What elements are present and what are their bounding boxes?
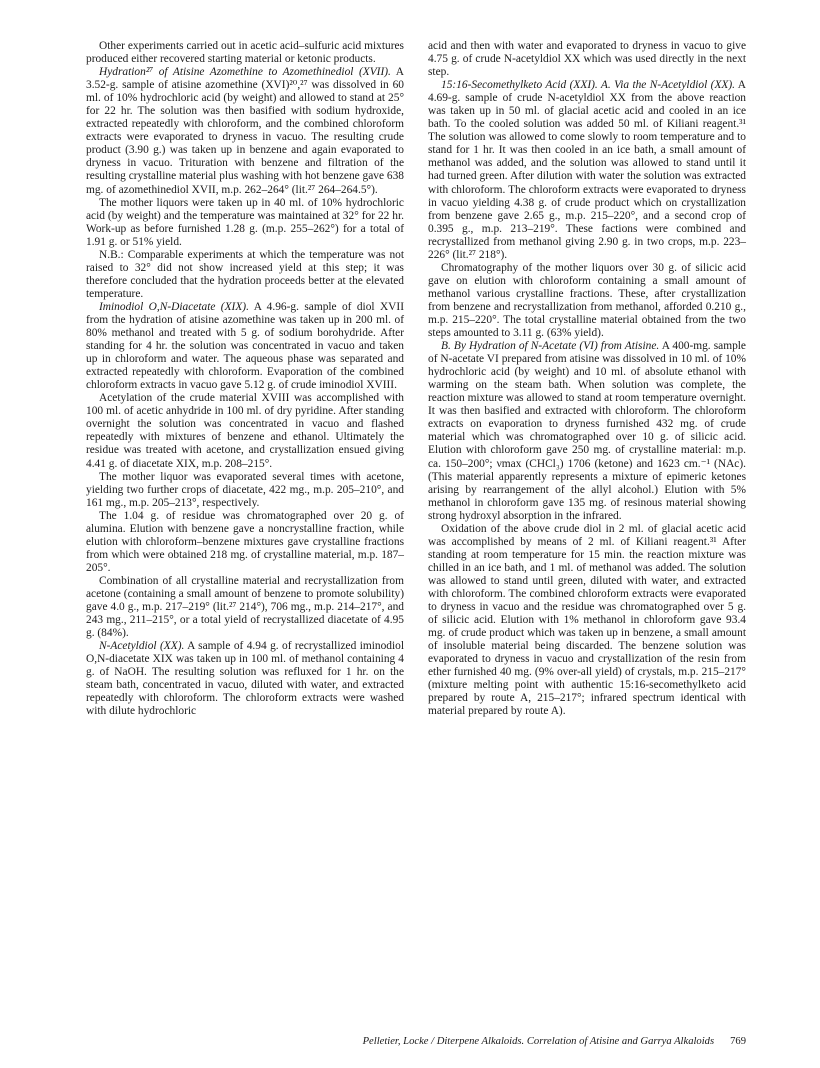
section-heading: Iminodiol O,N-Diacetate (XIX). <box>99 300 249 313</box>
page-number: 769 <box>730 1036 746 1047</box>
paragraph: Combination of all crystalline material and recrystallization from acetone (containing a small amount of benzene to promote solubility) gave 4.0 g., m.p. 217–219° (lit.²⁷ 214°), 706 mg., m.p. 214–217°, and 243 mg., 211–215°, or a total yield of recrystallized diacetate of 4.95 g. (84%). <box>86 574 404 640</box>
paragraph: Chromatography of the mother liquors over 30 g. of silicic acid gave on elution with chloroform containing a small amount of methanol various crystalline fractions. These, after crystallization from benzene and recrystallization from methanol, afforded 0.210 g., m.p. 215–220°. The total crystalline material obtained from the two steps amounted to 3.11 g. (63% yield). <box>428 261 746 340</box>
article-page <box>86 40 746 718</box>
left-column <box>86 40 404 718</box>
section-heading: N-Acetyldiol (XX). <box>99 640 185 653</box>
paragraph: Hydration²⁷ of Atisine Azomethine to Azomethinediol (XVII). A 3.52-g. sample of atisine azomethine (XVI)²⁰,²⁷ was dissolved in 60 ml. of 10% hydrochloric acid (by weight) and allowed to stand at 25° for 22 hr. The solution was then basified with sodium hydroxide, extracted repeatedly with chloroform, and the combined chloroform extracts were evaporated to dryness in vacuo. The resulting crude product (3.90 g.) was taken up in benzene and again evaporated to dryness in vacuo. Trituration with benzene and filtration of the resulting crystalline material plus washing with hot benzene gave 638 mg. of azomethinediol XVII, m.p. 262–264° (lit.²⁷ 264–264.5°). <box>86 66 404 196</box>
paragraph: acid and then with water and evaporated to dryness in vacuo to give 4.75 g. of crude N-acetyldiol XX which was used directly in the next step. <box>428 40 746 79</box>
two-column-body <box>86 40 746 718</box>
paragraph: Other experiments carried out in acetic acid–sulfuric acid mixtures produced either recovered starting material or ketonic products. <box>86 40 404 66</box>
paragraph: N.B.: Comparable experiments at which the temperature was not raised to 32° did not show increased yield at this step; it was therefore concluded that the hydration proceeds better at the elevated temperature. <box>86 248 404 300</box>
section-heading: B. By Hydration of N-Acetate (VI) from Atisine. <box>441 340 660 353</box>
paragraph: Iminodiol O,N-Diacetate (XIX). A 4.96-g. sample of diol XVII from the hydration of atisine azomethine was taken up in 200 ml. of 80% methanol and treated with 5 g. of sodium borohydride. After standing for 4 hr. the solution was concentrated in vacuo and taken up in chloroform and water. The aqueous phase was separated and extracted repeatedly with chloroform. Evaporation of the combined chloroform extracts in vacuo gave 5.12 g. of crude iminodiol XVIII. <box>86 300 404 392</box>
paragraph: The mother liquors were taken up in 40 ml. of 10% hydrochloric acid (by weight) and the temperature was maintained at 32° for 22 hr. Work-up as before furnished 1.28 g. (m.p. 255–262°) for a total of 1.91 g. or 51% yield. <box>86 196 404 248</box>
page-footer <box>86 1036 746 1047</box>
right-column <box>428 40 746 718</box>
paragraph: N-Acetyldiol (XX). A sample of 4.94 g. of recrystallized iminodiol O,N-diacetate XIX was taken up in 100 ml. of methanol containing 4 g. of NaOH. The resulting solution was refluxed for 1 hr. on the steam bath, concentrated in vacuo, diluted with water, and extracted repeatedly with chloroform. The chloroform extracts were washed with dilute hydrochloric <box>86 640 404 718</box>
paragraph: 15:16-Secomethylketo Acid (XXI). A. Via the N-Acetyldiol (XX). A 4.69-g. sample of crude N-acetyldiol XX from the above reaction was taken up in 50 ml. of glacial acetic acid and cooled in an ice bath. To the cooled solution was added 50 ml. of Kiliani reagent.³¹ The solution was allowed to come slowly to room temperature and to stand for 1 hr. It was then cooled in an ice bath, a small amount of methanol was added, and the solution was allowed to stand until it had turned green. After dilution with water the solution was extracted with chloroform. The chloroform extracts were evaporated to dryness in vacuo yielding 4.38 g. of crude product which on crystallization from benzene gave 2.65 g., m.p. 215–220°, and a second crop of 0.395 g., m.p. 213–219°. These factions were combined and recrystallized from methanol giving 2.90 g. in two crops, m.p. 223–226° (lit.²⁷ 218°). <box>428 79 746 261</box>
paragraph: B. By Hydration of N-Acetate (VI) from Atisine. A 400-mg. sample of N-acetate VI prepared from atisine was dissolved in 10 ml. of 10% hydrochloric acid (by weight) and 10 ml. of absolute ethanol with warming on the steam bath. When solution was complete, the reaction mixture was allowed to stand at room temperature overnight. It was then basified and extracted with chloroform. The chloroform extracts on evaporation to dryness furnished 432 mg. of crude material which was chromatographed over 10 g. of silicic acid. Elution with chloroform gave 250 mg. of crystalline material: m.p. ca. 150–200°; νmax (CHCl₃) 1706 (ketone) and 1623 cm.⁻¹ (NAc). (This material apparently represents a mixture of epimeric ketones arising by rearrangement of the allyl alcohol.) Elution with 5% methanol in chloroform gave 135 mg. of resinous material showing strong hydroxyl absorption in the infrared. <box>428 340 746 522</box>
section-heading: Hydration²⁷ of Atisine Azomethine to Azomethinediol (XVII). <box>99 66 391 79</box>
running-title: Pelletier, Locke / Diterpene Alkaloids. Correlation of Atisine and Garrya Alkaloids <box>362 1036 715 1047</box>
paragraph: Oxidation of the above crude diol in 2 ml. of glacial acetic acid was accomplished by means of 2 ml. of Kiliani reagent.³¹ After standing at room temperature for 15 min. the reaction mixture was chilled in an ice bath, and 1 ml. of methanol was added. The solution was allowed to stand until green, diluted with water, and extracted with chloroform. The combined chloroform extracts were evaporated to dryness in vacuo and the residue was chromatographed over 5 g. of silicic acid. Elution with 1% methanol in chloroform gave 93.4 mg. of crude product which was taken up in benzene, a small amount of insoluble material being discarded. The benzene solution was evaporated to dryness in vacuo and crystallization of the resin from ether furnished 40 mg. (9% over-all yield) of crystals, m.p. 215–217° (mixture melting point with authentic 15:16-secomethylketo acid prepared by route A, 215–217°; infrared spectrum identical with material prepared by route A). <box>428 522 746 718</box>
section-heading: 15:16-Secomethylketo Acid (XXI). A. Via the N-Acetyldiol (XX). <box>441 79 736 92</box>
paragraph: The mother liquor was evaporated several times with acetone, yielding two further crops of diacetate, 422 mg., m.p. 205–210°, and 161 mg., m.p. 205–213°, respectively. <box>86 470 404 509</box>
paragraph: Acetylation of the crude material XVIII was accomplished with 100 ml. of acetic anhydride in 100 ml. of dry pyridine. After standing overnight the solution was concentrated in vacuo and flashed repeatedly with mixtures of benzene and ethanol. Ultimately the residue was treated with acetone, and crystallization ensued giving 4.41 g. of diacetate XIX, m.p. 208–215°. <box>86 392 404 470</box>
paragraph: The 1.04 g. of residue was chromatographed over 20 g. of alumina. Elution with benzene gave a noncrystalline fraction, while elution with chloroform–benzene mixtures gave crystalline fractions from which were obtained 218 mg. of crystalline material, m.p. 187–205°. <box>86 509 404 574</box>
